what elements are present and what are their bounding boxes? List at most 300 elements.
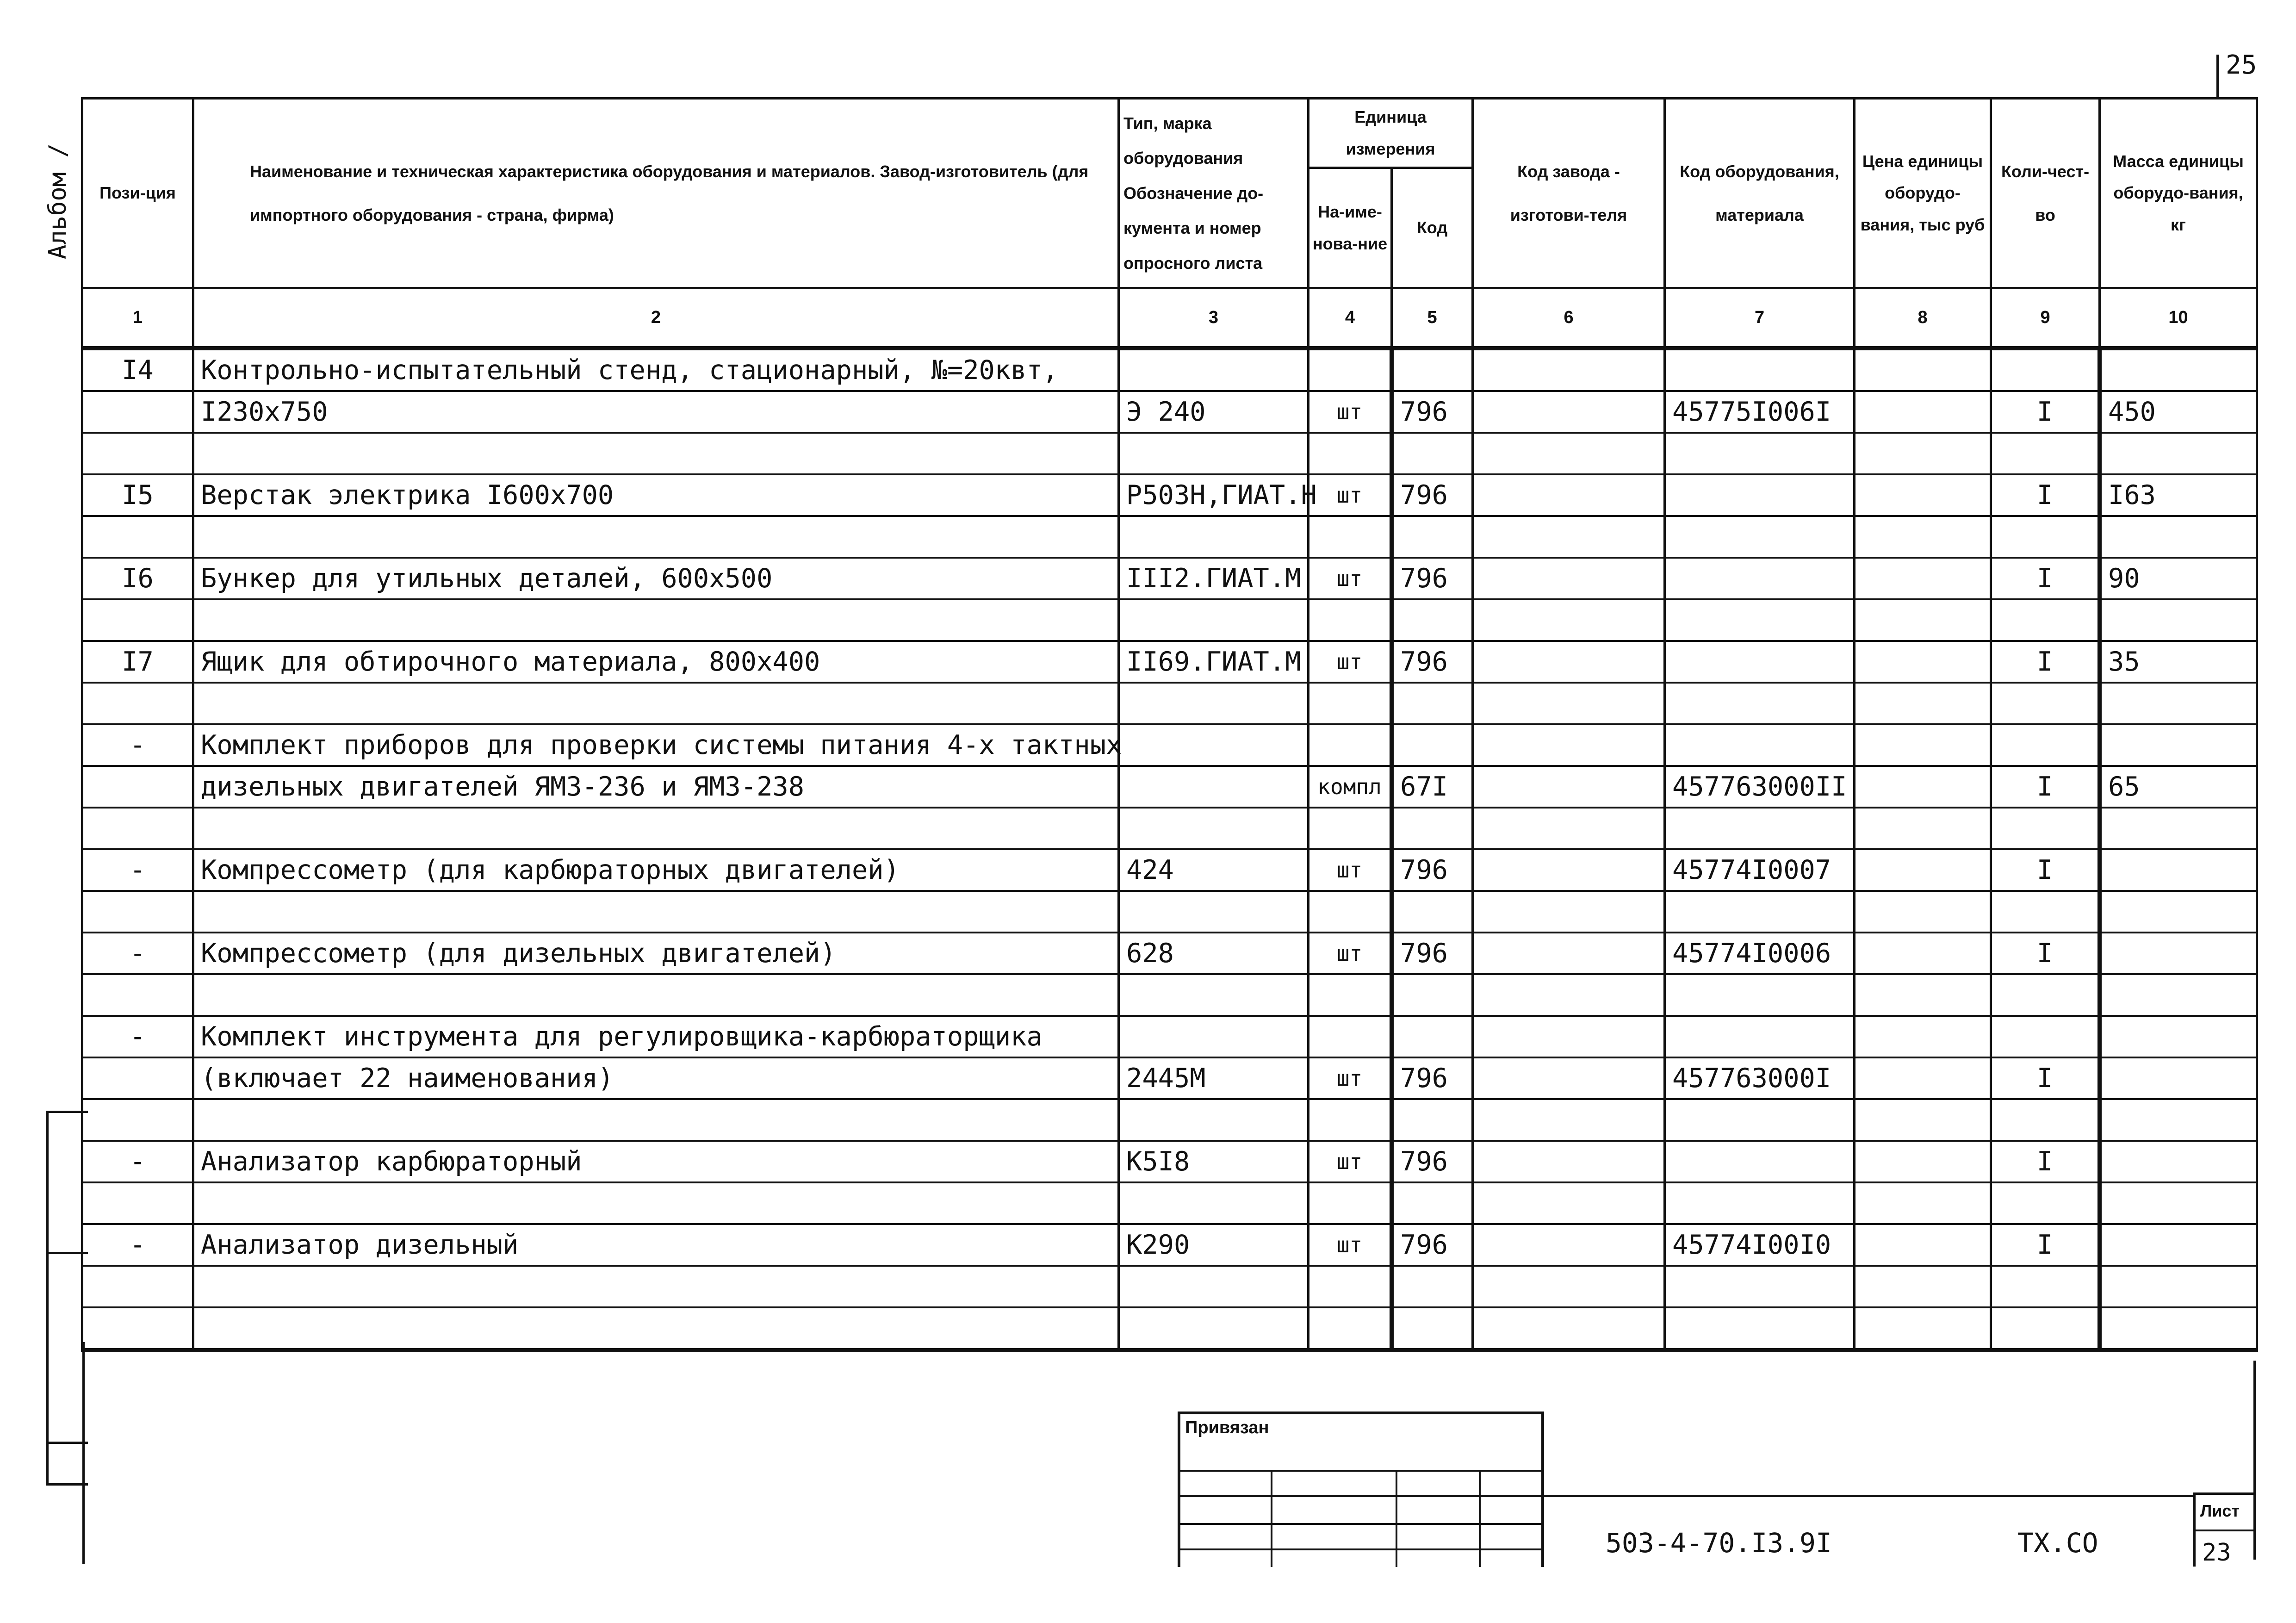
cell-mass [2100, 348, 2257, 392]
cell-name: Верстак электрика I600x700 [193, 474, 1119, 516]
cell-type: 424 [1119, 849, 1309, 891]
stamp-line [1180, 1470, 1541, 1472]
cell-factory-code [1473, 808, 1665, 849]
cell-price [1855, 558, 1991, 599]
cell-equip-code: 45774I0007 [1665, 849, 1855, 891]
cell-name: Комплект приборов для проверки системы питания 4-х тактных [193, 724, 1119, 766]
cell-mass [2100, 974, 2257, 1016]
cell-price [1855, 599, 1991, 641]
cell-equip-code [1665, 808, 1855, 849]
album-label: Альбом / [44, 143, 72, 259]
cell-pos [82, 516, 193, 558]
table-row [82, 683, 2257, 724]
cell-price [1855, 891, 1991, 933]
cell-factory-code [1473, 683, 1665, 724]
col-number-2: 2 [193, 288, 1119, 348]
stamp-line [1180, 1523, 1541, 1525]
cell-factory-code [1473, 348, 1665, 392]
cell-code [1392, 974, 1473, 1016]
cell-qty: I [1991, 1141, 2100, 1182]
table-row [82, 1016, 2257, 1057]
cell-unit [1309, 433, 1392, 474]
col-number-9: 9 [1991, 288, 2100, 348]
cell-mass [2100, 1057, 2257, 1099]
cell-pos: - [82, 1224, 193, 1266]
document-type: ТХ.СО [2017, 1527, 2098, 1559]
cell-unit [1309, 1182, 1392, 1224]
cell-price [1855, 1141, 1991, 1182]
cell-code: 796 [1392, 391, 1473, 433]
cell-type [1119, 808, 1309, 849]
cell-unit: шт [1309, 641, 1392, 683]
header-unit-name: На-име-нова-ние [1309, 168, 1392, 288]
cell-name: Контрольно-испытательный стенд, стационарный, №=20квт, [193, 348, 1119, 392]
cell-unit [1309, 808, 1392, 849]
cell-code [1392, 516, 1473, 558]
cell-factory-code [1473, 724, 1665, 766]
cell-qty: I [1991, 933, 2100, 974]
cell-qty: I [1991, 558, 2100, 599]
cell-code [1392, 1099, 1473, 1141]
cell-qty [1991, 724, 2100, 766]
cell-type [1119, 348, 1309, 392]
header-unit-group: Единица измерения [1309, 99, 1473, 168]
table-row [82, 933, 2257, 974]
cell-equip-code [1665, 558, 1855, 599]
table-row [82, 1266, 2257, 1307]
cell-pos [82, 891, 193, 933]
cell-price [1855, 1307, 1991, 1350]
cell-unit [1309, 348, 1392, 392]
cell-type [1119, 1182, 1309, 1224]
cell-unit: шт [1309, 1141, 1392, 1182]
table-row [82, 558, 2257, 599]
cell-factory-code [1473, 474, 1665, 516]
cell-pos: I6 [82, 558, 193, 599]
cell-name: дизельных двигателей ЯМЗ-236 и ЯМЗ-238 [193, 766, 1119, 808]
col-number-1: 1 [82, 288, 193, 348]
cell-mass [2100, 516, 2257, 558]
cell-unit [1309, 974, 1392, 1016]
cell-price [1855, 474, 1991, 516]
cell-equip-code: 45775I006I [1665, 391, 1855, 433]
table-row [82, 766, 2257, 808]
header-name: Наименование и техническая характеристика оборудования и материалов. Завод-изготовитель (для импортного оборудования - страна, фирма) [193, 99, 1119, 288]
sheet-box [2193, 1492, 2256, 1567]
cell-factory-code [1473, 1057, 1665, 1099]
table-row [82, 808, 2257, 849]
cell-name: Анализатор дизельный [193, 1224, 1119, 1266]
cell-name [193, 683, 1119, 724]
header-type: Тип, марка оборудования Обозначение до-кумента и номер опросного листа [1119, 99, 1309, 288]
cell-name: Комплект инструмента для регулировщика-карбюраторщика [193, 1016, 1119, 1057]
cell-code [1392, 348, 1473, 392]
cell-name [193, 1266, 1119, 1307]
cell-pos [82, 1099, 193, 1141]
cell-mass [2100, 1141, 2257, 1182]
cell-code [1392, 1016, 1473, 1057]
cell-mass: 450 [2100, 391, 2257, 433]
cell-name: Бункер для утильных деталей, 600x500 [193, 558, 1119, 599]
cell-type: К5I8 [1119, 1141, 1309, 1182]
side-strip-divider [49, 1252, 88, 1254]
specification-rows [82, 348, 2257, 1350]
cell-mass: 35 [2100, 641, 2257, 683]
cell-equip-code [1665, 599, 1855, 641]
table-row [82, 641, 2257, 683]
cell-price [1855, 1224, 1991, 1266]
cell-code: 796 [1392, 474, 1473, 516]
cell-equip-code [1665, 474, 1855, 516]
cell-pos [82, 683, 193, 724]
cell-code [1392, 891, 1473, 933]
cell-type [1119, 683, 1309, 724]
cell-pos [82, 766, 193, 808]
cell-unit [1309, 683, 1392, 724]
title-block-line [1541, 1495, 2193, 1497]
cell-qty [1991, 1016, 2100, 1057]
cell-code: 796 [1392, 1141, 1473, 1182]
cell-qty [1991, 433, 2100, 474]
cell-code [1392, 683, 1473, 724]
cell-price [1855, 516, 1991, 558]
cell-type [1119, 974, 1309, 1016]
cell-mass [2100, 891, 2257, 933]
cell-factory-code [1473, 1307, 1665, 1350]
frame-left-line [82, 1342, 85, 1564]
header-mass: Масса единицы оборудо-вания, кг [2100, 99, 2257, 288]
cell-qty [1991, 808, 2100, 849]
col-number-10: 10 [2100, 288, 2257, 348]
cell-mass [2100, 724, 2257, 766]
cell-code [1392, 808, 1473, 849]
cell-price [1855, 766, 1991, 808]
table-row [82, 1057, 2257, 1099]
page-number-divider [2216, 55, 2219, 99]
cell-factory-code [1473, 1224, 1665, 1266]
cell-unit: шт [1309, 1224, 1392, 1266]
stamp-line [1180, 1495, 1541, 1497]
cell-factory-code [1473, 891, 1665, 933]
cell-price [1855, 1099, 1991, 1141]
cell-mass [2100, 433, 2257, 474]
cell-qty: I [1991, 1057, 2100, 1099]
cell-type [1119, 1266, 1309, 1307]
table-row [82, 516, 2257, 558]
cell-unit: шт [1309, 391, 1392, 433]
cell-mass [2100, 599, 2257, 641]
cell-pos [82, 1307, 193, 1350]
cell-equip-code [1665, 1307, 1855, 1350]
cell-equip-code [1665, 1016, 1855, 1057]
cell-name [193, 1307, 1119, 1350]
cell-equip-code [1665, 683, 1855, 724]
cell-code [1392, 1182, 1473, 1224]
cell-unit: шт [1309, 1057, 1392, 1099]
table-row [82, 849, 2257, 891]
cell-qty [1991, 1099, 2100, 1141]
cell-qty [1991, 974, 2100, 1016]
table-row [82, 1224, 2257, 1266]
cell-code [1392, 599, 1473, 641]
cell-code: 796 [1392, 1224, 1473, 1266]
cell-mass [2100, 1224, 2257, 1266]
cell-qty [1991, 599, 2100, 641]
table-row [82, 1307, 2257, 1350]
cell-type [1119, 433, 1309, 474]
cell-factory-code [1473, 1099, 1665, 1141]
cell-equip-code [1665, 724, 1855, 766]
cell-qty: I [1991, 474, 2100, 516]
cell-name [193, 891, 1119, 933]
cell-pos: - [82, 933, 193, 974]
cell-code [1392, 1307, 1473, 1350]
cell-factory-code [1473, 933, 1665, 974]
cell-factory-code [1473, 849, 1665, 891]
cell-pos [82, 1182, 193, 1224]
cell-qty [1991, 348, 2100, 392]
cell-price [1855, 808, 1991, 849]
cell-mass [2100, 1099, 2257, 1141]
cell-equip-code [1665, 433, 1855, 474]
table-row [82, 891, 2257, 933]
cell-price [1855, 348, 1991, 392]
cell-unit [1309, 1016, 1392, 1057]
cell-unit: шт [1309, 933, 1392, 974]
binding-stamp [1178, 1412, 1544, 1567]
cell-code: 796 [1392, 558, 1473, 599]
cell-unit: шт [1309, 474, 1392, 516]
cell-code [1392, 724, 1473, 766]
cell-pos [82, 1057, 193, 1099]
cell-type [1119, 724, 1309, 766]
cell-pos [82, 974, 193, 1016]
cell-pos: - [82, 724, 193, 766]
cell-qty: I [1991, 1224, 2100, 1266]
cell-name [193, 1099, 1119, 1141]
cell-pos [82, 599, 193, 641]
cell-unit: компл [1309, 766, 1392, 808]
cell-unit: шт [1309, 849, 1392, 891]
cell-pos [82, 433, 193, 474]
cell-name: Компрессометр (для карбюраторных двигателей) [193, 849, 1119, 891]
cell-equip-code: 457763000I [1665, 1057, 1855, 1099]
table-row [82, 391, 2257, 433]
cell-qty [1991, 891, 2100, 933]
cell-name [193, 599, 1119, 641]
cell-type [1119, 599, 1309, 641]
cell-type [1119, 516, 1309, 558]
cell-factory-code [1473, 558, 1665, 599]
cell-mass [2100, 933, 2257, 974]
cell-unit [1309, 1266, 1392, 1307]
cell-type: 2445М [1119, 1057, 1309, 1099]
cell-price [1855, 1182, 1991, 1224]
cell-qty [1991, 1266, 2100, 1307]
cell-pos: I7 [82, 641, 193, 683]
header-price: Цена единицы оборудо-вания, тыс руб [1855, 99, 1991, 288]
col-number-3: 3 [1119, 288, 1309, 348]
cell-factory-code [1473, 1141, 1665, 1182]
cell-unit [1309, 1099, 1392, 1141]
cell-price [1855, 1057, 1991, 1099]
cell-code [1392, 1266, 1473, 1307]
cell-qty: I [1991, 766, 2100, 808]
cell-equip-code: 457763000II [1665, 766, 1855, 808]
cell-equip-code [1665, 516, 1855, 558]
cell-type [1119, 766, 1309, 808]
cell-mass: 90 [2100, 558, 2257, 599]
cell-price [1855, 724, 1991, 766]
cell-type: Р503Н,ГИАТ.Н [1119, 474, 1309, 516]
table-row [82, 1182, 2257, 1224]
cell-factory-code [1473, 974, 1665, 1016]
cell-unit [1309, 1307, 1392, 1350]
cell-price [1855, 1266, 1991, 1307]
cell-qty [1991, 1307, 2100, 1350]
sheet-label: Лист [2200, 1501, 2240, 1520]
col-number-4: 4 [1309, 288, 1392, 348]
cell-equip-code [1665, 1141, 1855, 1182]
cell-type [1119, 1307, 1309, 1350]
cell-unit [1309, 599, 1392, 641]
cell-qty [1991, 683, 2100, 724]
cell-unit [1309, 891, 1392, 933]
table-row [82, 1141, 2257, 1182]
cell-price [1855, 641, 1991, 683]
cell-pos: I4 [82, 348, 193, 392]
cell-unit [1309, 516, 1392, 558]
cell-qty: I [1991, 849, 2100, 891]
cell-equip-code [1665, 1182, 1855, 1224]
document-code: 503-4-70.I3.9I [1606, 1527, 1832, 1559]
cell-mass [2100, 808, 2257, 849]
col-number-6: 6 [1473, 288, 1665, 348]
table-row [82, 724, 2257, 766]
cell-name: Ящик для обтирочного материала, 800x400 [193, 641, 1119, 683]
cell-price [1855, 974, 1991, 1016]
cell-pos: - [82, 1141, 193, 1182]
cell-price [1855, 1016, 1991, 1057]
side-strip [46, 1111, 88, 1486]
cell-name [193, 808, 1119, 849]
cell-type [1119, 891, 1309, 933]
cell-factory-code [1473, 1016, 1665, 1057]
stamp-line [1396, 1470, 1397, 1567]
cell-equip-code [1665, 641, 1855, 683]
cell-name: (включает 22 наименования) [193, 1057, 1119, 1099]
cell-mass [2100, 1016, 2257, 1057]
cell-pos: - [82, 1016, 193, 1057]
cell-equip-code [1665, 1266, 1855, 1307]
cell-mass [2100, 1266, 2257, 1307]
cell-code: 796 [1392, 933, 1473, 974]
cell-pos: I5 [82, 474, 193, 516]
cell-equip-code [1665, 348, 1855, 392]
cell-unit [1309, 724, 1392, 766]
cell-code [1392, 433, 1473, 474]
table-row [82, 474, 2257, 516]
col-number-8: 8 [1855, 288, 1991, 348]
cell-type: II69.ГИАТ.М [1119, 641, 1309, 683]
page-number: 25 [2226, 50, 2257, 80]
cell-code: 796 [1392, 849, 1473, 891]
cell-factory-code [1473, 391, 1665, 433]
table-row [82, 1099, 2257, 1141]
cell-price [1855, 433, 1991, 474]
cell-qty: I [1991, 391, 2100, 433]
cell-equip-code [1665, 974, 1855, 1016]
cell-type [1119, 1016, 1309, 1057]
col-number-7: 7 [1665, 288, 1855, 348]
header-factory-code: Код завода - изготови-теля [1473, 99, 1665, 288]
cell-name [193, 1182, 1119, 1224]
sheet-divider [2196, 1530, 2256, 1531]
sheet-number: 23 [2202, 1539, 2231, 1567]
cell-qty [1991, 516, 2100, 558]
cell-price [1855, 391, 1991, 433]
cell-mass: I63 [2100, 474, 2257, 516]
header-unit-code: Код [1392, 168, 1473, 288]
cell-name: Компрессометр (для дизельных двигателей) [193, 933, 1119, 974]
cell-type: Э 240 [1119, 391, 1309, 433]
cell-name [193, 433, 1119, 474]
cell-price [1855, 683, 1991, 724]
cell-code: 796 [1392, 1057, 1473, 1099]
cell-factory-code [1473, 599, 1665, 641]
cell-name: Анализатор карбюраторный [193, 1141, 1119, 1182]
table-row [82, 433, 2257, 474]
stamp-line [1271, 1470, 1272, 1567]
cell-mass [2100, 683, 2257, 724]
cell-unit: шт [1309, 558, 1392, 599]
cell-equip-code [1665, 891, 1855, 933]
cell-name [193, 516, 1119, 558]
cell-factory-code [1473, 433, 1665, 474]
cell-type [1119, 1099, 1309, 1141]
stamp-line [1180, 1548, 1541, 1550]
cell-pos [82, 808, 193, 849]
stamp-label: Привязан [1185, 1418, 1269, 1437]
cell-mass [2100, 1182, 2257, 1224]
cell-mass [2100, 849, 2257, 891]
cell-factory-code [1473, 1182, 1665, 1224]
specification-table [81, 97, 2258, 1352]
header-pos: Пози-ция [82, 99, 193, 288]
cell-type: 628 [1119, 933, 1309, 974]
cell-equip-code [1665, 1099, 1855, 1141]
cell-mass: 65 [2100, 766, 2257, 808]
table-row [82, 974, 2257, 1016]
cell-mass [2100, 1307, 2257, 1350]
cell-pos [82, 391, 193, 433]
table-row [82, 348, 2257, 392]
cell-factory-code [1473, 1266, 1665, 1307]
cell-code: 67I [1392, 766, 1473, 808]
cell-qty [1991, 1182, 2100, 1224]
cell-type: III2.ГИАТ.М [1119, 558, 1309, 599]
cell-pos: - [82, 849, 193, 891]
cell-code: 796 [1392, 641, 1473, 683]
specification-table-wrap [81, 97, 2256, 1352]
col-number-5: 5 [1392, 288, 1473, 348]
cell-factory-code [1473, 516, 1665, 558]
header-equip-code: Код оборудования, материала [1665, 99, 1855, 288]
cell-factory-code [1473, 766, 1665, 808]
stamp-line [1479, 1470, 1481, 1567]
cell-price [1855, 849, 1991, 891]
header-qty: Коли-чест-во [1991, 99, 2100, 288]
